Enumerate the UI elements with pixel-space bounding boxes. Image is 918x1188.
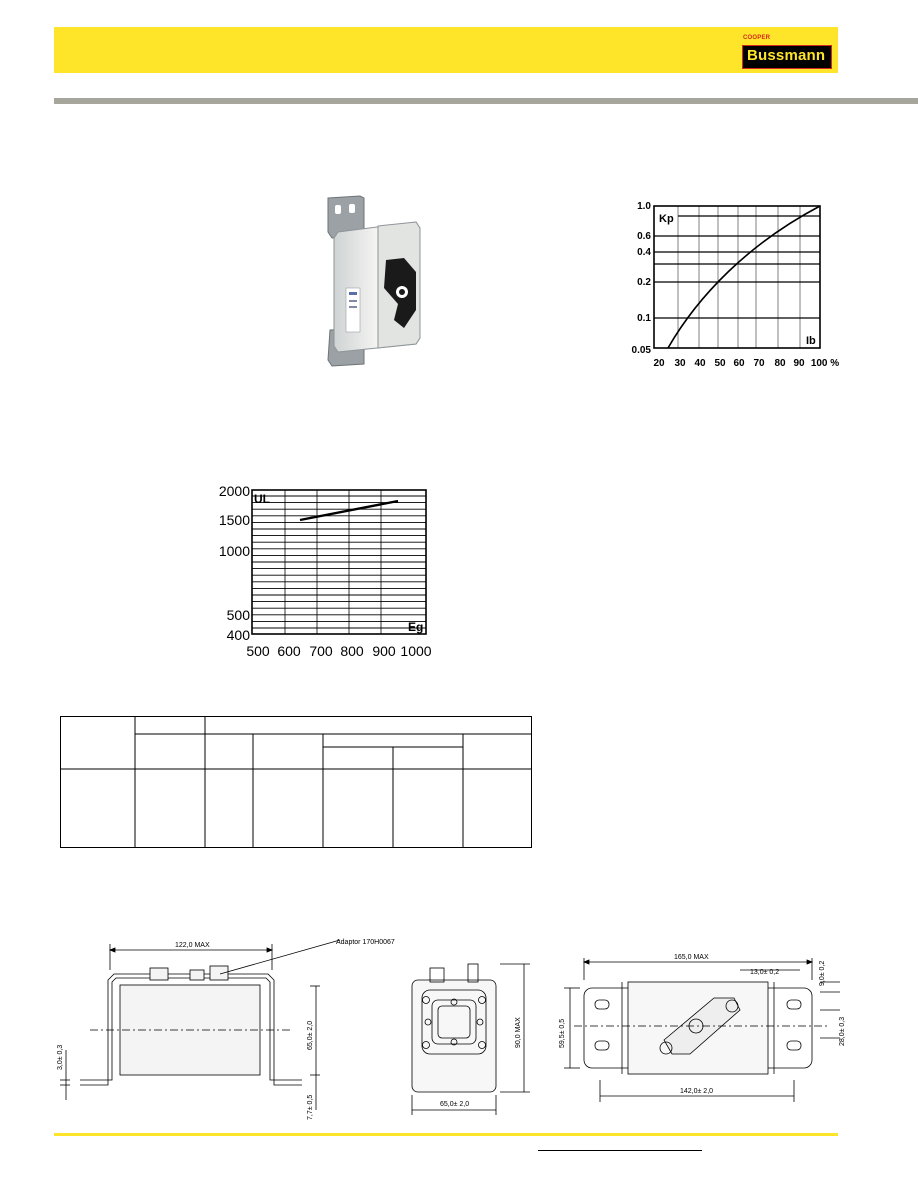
kp-curve xyxy=(668,206,820,348)
top-slot-width-label: 9,0± 0,2 xyxy=(819,960,826,986)
ul-voltage-chart xyxy=(210,480,436,660)
top-hole-spacing-label: 142,0± 2,0 xyxy=(680,1088,714,1095)
side-plate-label: 3,0± 0,3 xyxy=(57,1044,64,1070)
dimension-drawing xyxy=(50,930,860,1126)
side-offset-label: 7,7± 0,5 xyxy=(307,1094,314,1120)
end-view xyxy=(412,964,530,1115)
kp-tick-y-1: 0.6 xyxy=(637,231,651,242)
kp-derating-chart xyxy=(628,196,848,374)
ul-tick-y-1: 1500 xyxy=(218,512,250,528)
ul-tick-y-3: 500 xyxy=(226,607,250,623)
header-rule xyxy=(54,98,918,104)
kp-tick-x-4: 60 xyxy=(733,358,745,369)
bussmann-logo xyxy=(740,34,836,74)
kp-tick-x-8: 100 % xyxy=(810,358,840,369)
end-width-label: 65,0± 2,0 xyxy=(440,1101,470,1108)
top-height-label: 59,5± 0,5 xyxy=(559,1018,566,1048)
kp-tick-x-7: 90 xyxy=(793,358,805,369)
kp-tick-y-4: 0.1 xyxy=(637,313,651,324)
kp-tick-x-6: 80 xyxy=(774,358,786,369)
top-view xyxy=(564,958,840,1102)
ib-axis-label: Ib xyxy=(806,335,816,347)
kp-tick-y-2: 0.4 xyxy=(637,247,651,258)
side-width-label: 122,0 MAX xyxy=(175,942,210,949)
logo-wordmark: Bussmann xyxy=(747,47,826,64)
ul-tick-x-1: 600 xyxy=(277,643,301,659)
end-height-label: 90,0 MAX xyxy=(515,1017,522,1048)
ul-tick-y-4: 400 xyxy=(226,627,250,643)
side-height-label: 65,0± 2,0 xyxy=(307,1020,314,1050)
adaptor-label: Adaptor 170H0067 xyxy=(336,939,395,946)
ul-tick-x-3: 800 xyxy=(340,643,364,659)
ul-tick-x-5: 1000 xyxy=(400,643,432,659)
header-banner xyxy=(54,27,838,73)
ul-tick-x-0: 500 xyxy=(246,643,270,659)
logo-company: COOPER xyxy=(743,35,771,41)
spec-table xyxy=(60,716,532,848)
ul-axis-label: UL xyxy=(254,492,270,506)
footer-rule xyxy=(54,1133,838,1136)
kp-tick-x-0: 20 xyxy=(653,358,665,369)
kp-tick-y-0: 1.0 xyxy=(637,201,651,212)
kp-axis-label: Kp xyxy=(659,213,674,225)
kp-tick-y-3: 0.2 xyxy=(637,277,651,288)
kp-tick-x-1: 30 xyxy=(674,358,686,369)
ul-tick-x-4: 900 xyxy=(372,643,396,659)
ul-tick-y-2: 1000 xyxy=(218,543,250,559)
side-view xyxy=(60,940,340,1110)
ul-tick-y-0: 2000 xyxy=(218,483,250,499)
top-slot-height-label: 28,0± 0,3 xyxy=(839,1016,846,1046)
kp-tick-x-2: 40 xyxy=(694,358,706,369)
kp-tick-x-3: 50 xyxy=(714,358,726,369)
eg-axis-label: Eg xyxy=(408,620,424,634)
kp-tick-x-5: 70 xyxy=(753,358,765,369)
kp-tick-y-5: 0.05 xyxy=(631,345,651,356)
top-length-label: 165,0 MAX xyxy=(674,954,709,961)
fuse-photo xyxy=(320,192,432,370)
footer-link-underline xyxy=(538,1150,702,1151)
top-slot-offset-label: 13,0± 0,2 xyxy=(750,969,780,976)
ul-tick-x-2: 700 xyxy=(309,643,333,659)
